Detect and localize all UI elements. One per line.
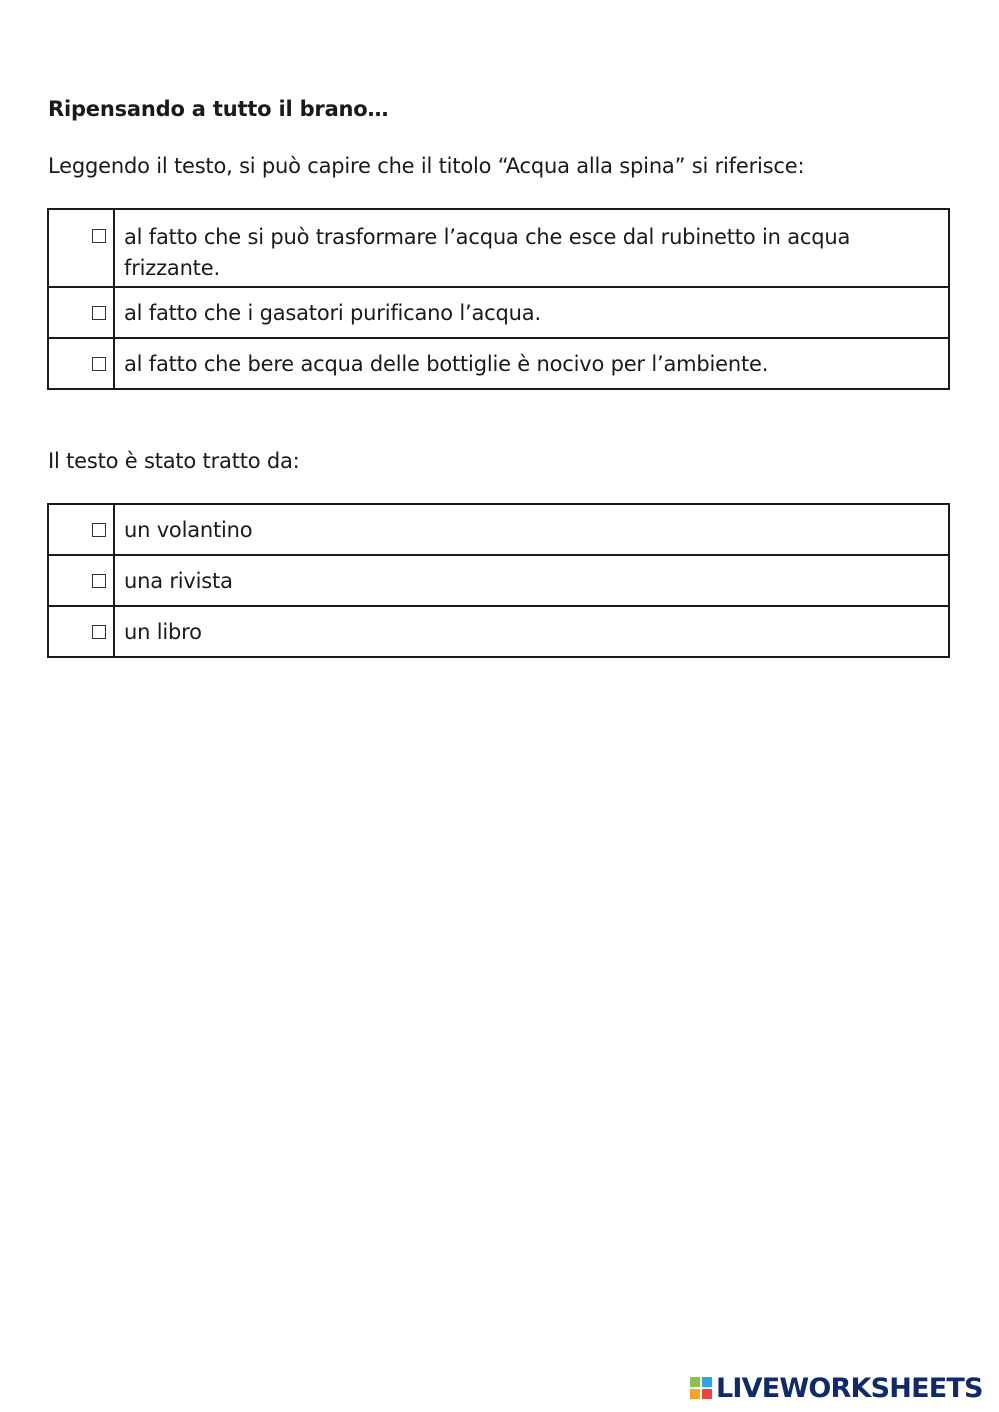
option-label: al fatto che bere acqua delle bottiglie è nocivo per l’ambiente. [114, 338, 949, 389]
option-label: una rivista [114, 555, 949, 606]
logo-square [702, 1377, 712, 1387]
logo-text: LIVEWORKSHEETS [716, 1372, 983, 1404]
liveworksheets-logo [690, 1372, 983, 1404]
question-1-options-table [47, 208, 950, 390]
checkbox-cell [48, 209, 114, 287]
option-row [48, 209, 949, 287]
checkbox-cell [48, 606, 114, 657]
checkbox[interactable] [92, 523, 106, 537]
logo-mark-icon [690, 1377, 712, 1399]
option-row [48, 606, 949, 657]
checkbox-cell [48, 504, 114, 555]
checkbox-cell [48, 555, 114, 606]
checkbox[interactable] [92, 229, 106, 243]
logo-square [690, 1377, 700, 1387]
option-row [48, 555, 949, 606]
checkbox[interactable] [92, 306, 106, 320]
checkbox-cell [48, 338, 114, 389]
option-label: al fatto che i gasatori purificano l’acqua. [114, 287, 949, 338]
checkbox[interactable] [92, 625, 106, 639]
option-label: al fatto che si può trasformare l’acqua che esce dal rubinetto in acqua frizzante. [114, 209, 949, 287]
checkbox-cell [48, 287, 114, 338]
logo-square [690, 1389, 700, 1399]
checkbox[interactable] [92, 357, 106, 371]
option-row [48, 287, 949, 338]
question-1-prompt: Leggendo il testo, si può capire che il titolo “Acqua alla spina” si riferisce: [48, 154, 805, 178]
option-label: un volantino [114, 504, 949, 555]
option-row [48, 504, 949, 555]
option-row [48, 338, 949, 389]
question-2-prompt: Il testo è stato tratto da: [48, 449, 300, 473]
logo-square [702, 1389, 712, 1399]
question-2-options-table [47, 503, 950, 658]
checkbox[interactable] [92, 574, 106, 588]
option-label: un libro [114, 606, 949, 657]
section-heading: Ripensando a tutto il brano… [48, 97, 389, 121]
